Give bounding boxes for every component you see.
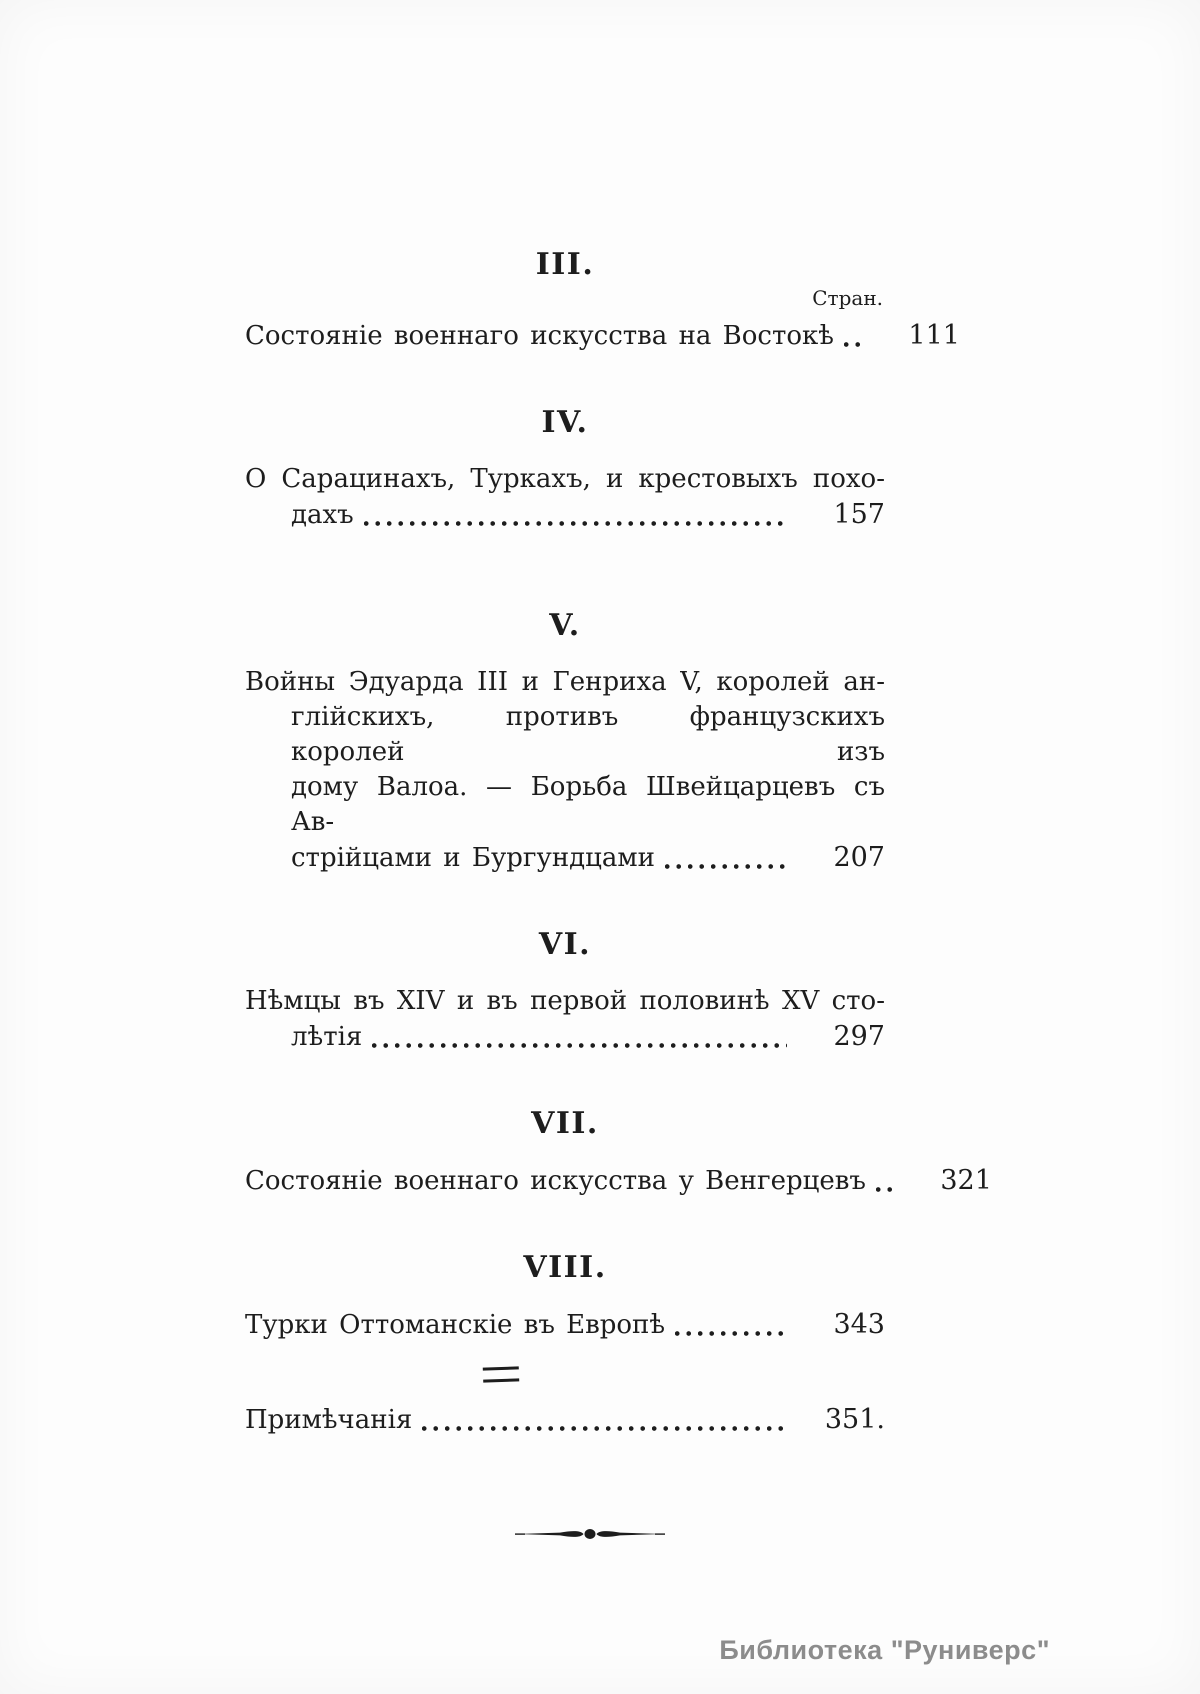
toc-entry-line (245, 1307, 885, 1343)
toc-section-vii (245, 1106, 992, 1199)
entry-text: дахъ (291, 500, 354, 530)
toc-entry-line (245, 840, 885, 876)
toc-entry-line (245, 318, 960, 354)
entry-text: Турки Оттоманскіе въ Европѣ (245, 1310, 666, 1340)
toc-section-iv (245, 405, 885, 533)
entry-text: Состояніе военнаго искусства у Венгерцевъ (245, 1166, 866, 1196)
section-numeral: VII. (531, 1106, 599, 1141)
page-number: 297 (833, 1021, 885, 1052)
toc-entry-line (245, 497, 885, 533)
toc-entry (245, 984, 885, 1055)
entry-text: лѣтія (291, 1022, 363, 1052)
toc-entry (245, 1307, 885, 1343)
pages-column-header: Стран. (812, 286, 883, 310)
section-numeral: III. (535, 247, 595, 282)
toc-section-iii (245, 247, 960, 354)
entry-text: стрійцами и Бургундцами (291, 843, 655, 873)
toc-entry (245, 1163, 992, 1199)
toc-entry (245, 462, 885, 533)
toc-section-vi (245, 927, 885, 1055)
page-number: 351. (824, 1404, 885, 1435)
entry-text-line: дому Валоа. — Борьба Швейцарцевъ съ Ав- (291, 772, 885, 837)
dot-leader (876, 1187, 894, 1192)
entry-text-line: Нѣмцы въ XIV и въ первой половинѣ XV сто- (245, 986, 885, 1016)
toc-column (245, 0, 992, 1545)
dot-leader (675, 1331, 787, 1336)
equals-divider (483, 1366, 520, 1382)
page-number: 157 (833, 499, 885, 530)
toc-entry-line (245, 1019, 885, 1055)
section-numeral: VI. (538, 927, 592, 962)
toc-entry (245, 318, 960, 354)
notes-entry (245, 1402, 885, 1438)
toc-section-v (245, 608, 885, 876)
page-number: 207 (833, 842, 885, 873)
entry-text-line: глійскихъ, противъ французскихъ королей изъ (291, 702, 885, 767)
toc-entry (245, 665, 885, 876)
dot-leader (364, 521, 787, 526)
watermark: Библиотека "Руниверс" (719, 1635, 1050, 1665)
toc-section-viii (245, 1250, 885, 1343)
tailpiece-ornament-icon (515, 1527, 665, 1541)
section-numeral: IV. (541, 405, 589, 440)
entry-text: Примѣчанія (245, 1405, 413, 1435)
entry-text-line: Войны Эдуарда III и Генриха V, королей ан- (245, 667, 885, 697)
entry-text-line: О Сарацинахъ, Туркахъ, и крестовыхъ похо- (245, 464, 885, 494)
section-numeral: VIII. (523, 1250, 607, 1285)
page-number: 111 (908, 320, 960, 351)
page-number: 321 (940, 1165, 992, 1196)
dot-leader (422, 1426, 787, 1431)
tailpiece (245, 1526, 885, 1545)
toc-entry-line (245, 1163, 992, 1199)
dot-leader (372, 1043, 787, 1048)
toc-entry-line (245, 1402, 885, 1438)
dot-leader (665, 864, 787, 869)
entry-text: Состояніе военнаго искусства на Востокѣ (245, 321, 834, 351)
dot-leader (844, 342, 862, 347)
page-number: 343 (833, 1309, 885, 1340)
section-numeral: V. (549, 608, 581, 643)
